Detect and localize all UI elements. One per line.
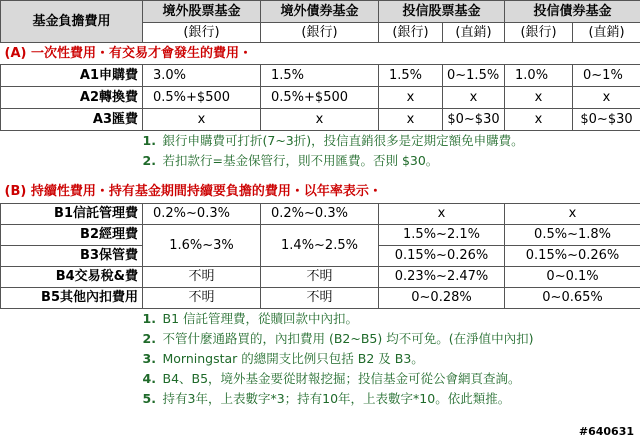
table-cell: 0~1.5% [443, 65, 505, 87]
note-item [1, 329, 640, 349]
note-number: 1. [142, 310, 156, 326]
row-label: B5其他內扣費用 [1, 287, 143, 308]
table-cell: 0.5%+$500 [143, 87, 261, 109]
table-row [1, 224, 640, 245]
row-label: B2經理費 [1, 224, 143, 245]
note-item [1, 369, 640, 389]
row-label: B4交易稅&費 [1, 266, 143, 287]
table-cell: 0.5%~1.8% [505, 224, 640, 245]
table-cell: x [443, 87, 505, 109]
table-cell: 不明 [261, 266, 379, 287]
table-cell: 1.6%~3% [143, 224, 261, 266]
note-item [1, 131, 640, 152]
table-cell: $0~$30 [573, 109, 640, 131]
note-number: 5. [142, 390, 156, 406]
col-domestic-bond: 投信債券基金 [505, 1, 640, 23]
note-item [1, 308, 640, 329]
sub-offshore-equity: (銀行) [143, 23, 261, 43]
table-cell: 1.5% [261, 65, 379, 87]
image-id-watermark: #640631 [578, 425, 634, 438]
row-label: A3匯費 [1, 109, 143, 131]
sub-domestic-bond-bank: (銀行) [505, 23, 573, 43]
note-text: 不管什麼通路買的，內扣費用 (B2~B5) 均不可免。(在淨值中內扣) [162, 330, 534, 346]
note-item [1, 349, 640, 369]
table-cell: 0.2%~0.3% [261, 203, 379, 224]
table-cell: x [379, 203, 505, 224]
table-row [1, 203, 640, 224]
table-row [1, 65, 640, 87]
note-text: B1 信託管理費，從贖回款中內扣。 [162, 310, 359, 326]
table-row [1, 109, 640, 131]
section-b-title: (B) 持續性費用・持有基金期間持續要負擔的費用・以年率表示・ [4, 184, 382, 200]
table-row [1, 87, 640, 109]
row-label: A1申購費 [1, 65, 143, 87]
table-cell: 1.5%~2.1% [379, 224, 505, 245]
table-cell: 不明 [143, 266, 261, 287]
table-cell: 1.0% [505, 65, 573, 87]
note-number: 3. [142, 350, 156, 366]
table-cell: 0~1% [573, 65, 640, 87]
section-b-title-row [1, 181, 640, 203]
table-cell: x [505, 109, 573, 131]
sub-offshore-bond: (銀行) [261, 23, 379, 43]
row-label: B3保管費 [1, 245, 143, 266]
sub-domestic-bond-direct: (直銷) [573, 23, 640, 43]
note-number: 2. [142, 330, 156, 346]
note-text: Morningstar 的總開支比例只包括 B2 及 B3。 [162, 350, 424, 366]
table-cell: 0.23%~2.47% [379, 266, 505, 287]
table-cell: 1.4%~2.5% [261, 224, 379, 266]
section-a-title-row [1, 43, 640, 65]
col-offshore-bond: 境外債券基金 [261, 1, 379, 23]
note-number: 4. [142, 370, 156, 386]
col-domestic-equity: 投信股票基金 [379, 1, 505, 23]
table-cell: x [261, 109, 379, 131]
table-cell: 不明 [261, 287, 379, 308]
header-row-1 [1, 1, 640, 23]
table-cell: 0~0.28% [379, 287, 505, 308]
table-cell: 0.15%~0.26% [505, 245, 640, 266]
note-text: 銀行申購費可打折(7~3折)，投信直銷很多是定期定額免申購費。 [162, 133, 524, 148]
row-label: B1信託管理費 [1, 203, 143, 224]
table-cell: 0~0.65% [505, 287, 640, 308]
section-a-title: (A) 一次性費用・有交易才會發生的費用・ [4, 46, 252, 61]
table-cell: $0~$30 [443, 109, 505, 131]
corner-header: 基金負擔費用 [1, 1, 143, 43]
note-item [1, 389, 640, 409]
table-cell: 0~0.1% [505, 266, 640, 287]
table-cell: 0.15%~0.26% [379, 245, 505, 266]
sub-domestic-equity-bank: (銀行) [379, 23, 443, 43]
table-cell: 0.5%+$500 [261, 87, 379, 109]
table-cell: x [573, 87, 640, 109]
sub-domestic-equity-direct: (直銷) [443, 23, 505, 43]
col-offshore-equity: 境外股票基金 [143, 1, 261, 23]
table-cell: x [379, 109, 443, 131]
table-row [1, 287, 640, 308]
table-row [1, 266, 640, 287]
table-cell: x [505, 87, 573, 109]
note-item [1, 151, 640, 171]
note-number: 2. [142, 153, 156, 168]
table-cell: 0.2%~0.3% [143, 203, 261, 224]
note-text: 持有3年，上表數字*3；持有10年，上表數字*10。依此類推。 [162, 390, 511, 406]
table-cell: 1.5% [379, 65, 443, 87]
note-text: 若扣款行=基金保管行，則不用匯費。否則 $30。 [162, 153, 439, 168]
table-cell: 3.0% [143, 65, 261, 87]
table-cell: x [143, 109, 261, 131]
note-text: B4、B5，境外基金要從財報挖掘；投信基金可從公會網頁查詢。 [162, 370, 521, 386]
table-cell: x [505, 203, 640, 224]
table-cell: 不明 [143, 287, 261, 308]
note-number: 1. [142, 133, 156, 148]
row-label: A2轉換費 [1, 87, 143, 109]
table-cell: x [379, 87, 443, 109]
